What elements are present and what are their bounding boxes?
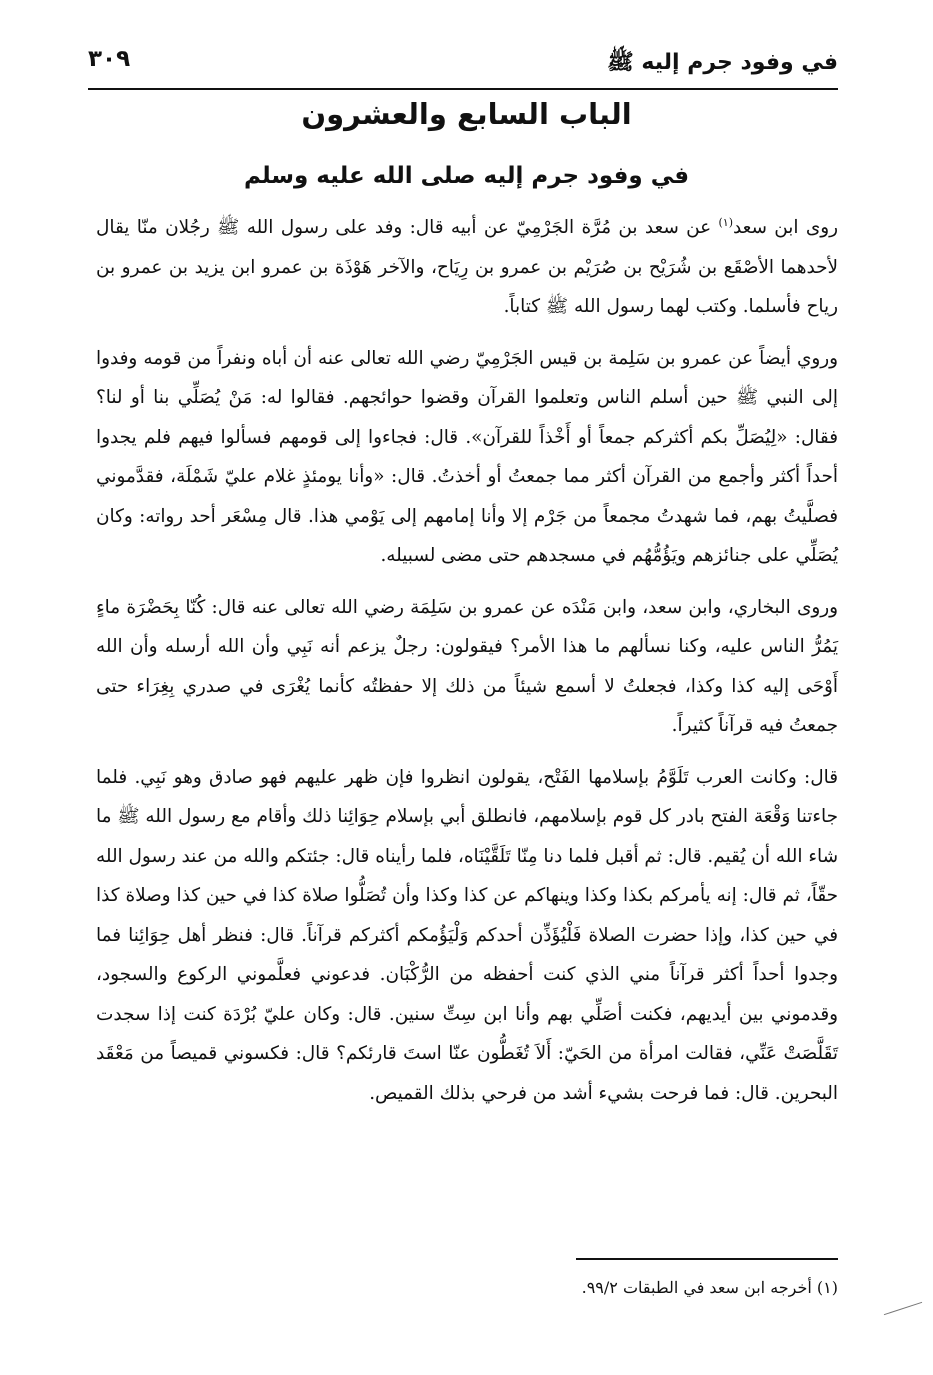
footnote-divider bbox=[576, 1258, 838, 1260]
footnote-reference[interactable]: (١) bbox=[718, 215, 733, 229]
footnote: (١) أخرجه ابن سعد في الطبقات ٩٩/٢. bbox=[581, 1278, 838, 1297]
paragraph-2: وروي أيضاً عن عمرو بن سَلِمة بن قيس الجَرْمِيّ رضي الله تعالى عنه أن أباه ونفراً من قومه وفدوا إلى النبي ﷺ حين أسلم الناس وتعلموا القرآن وقضوا حوائجهم. فقالوا له: مَنْ يُصَلِّي بنا أو لنا؟ فقال: «لِيُصَلِّ بكم أكثركم جمعاً أو أَخْذاً للقرآن». قال: فجاءوا إلى قومهم فسألوا فيهم فلم يجدوا أحداً أكثر وأجمع من القرآن أكثر مما جمعتُ أو أخذتُ. قال: «وأنا يومئذٍ غلام عليّ شَمْلَة، فقدَّموني فصلَّيتُ بهم، فما شهدتُ مجمعاً من جَرْم إلا وأنا إمامهم إلى يَوْمي هذا. قال مِسْعَر أحد رواته: وكان يُصَلِّي على جنائزهم ويَؤُمُّهُم في مسجدهم حتى مضى لسبيله. bbox=[96, 347, 838, 566]
paragraph-4: قال: وكانت العرب تَلَوَّمُ بإسلامها الفَتْح، يقولون انظروا فإن ظهر عليهم فهو صادق وهو نَبِي. فلما جاءتنا وَقْعَة الفتح بادر كل قوم بإسلامهم، فانطلق أبي بإسلام حِوَائِنا ذلك وأقام مع رسول الله ﷺ ما شاء الله أن يُقيم. قال: ثم أقبل فلما دنا مِنّا تَلَقَّيْنَاه، فلما رأيناه قال: جئتكم والله من عند رسول الله حقّاً، ثم قال: إنه يأمركم بكذا وكذا وينهاكم عن كذا وكذا وأن تُصَلُّوا صلاة كذا في حين كذا وصلاة كذا في حين كذا، وإذا حضرت الصلاة فَلْيُؤَذِّن أحدكم وَلْيَؤُمكم أكثركم قرآناً. قال: فنظر أهل حِوَائِنا فما وجدوا أحداً أكثر قرآناً مني الذي كنت أحفظه من الرُّكْبَان. فدعوني فعلَّموني الركوع والسجود، وقدموني بين أيديهم، فكنت أصَلِّي بهم وأنا ابن سِتِّ سنين. قال: وكان عليّ بُرْدَة كنت إذا سجدت تَقَلَّصَتْ عَنِّي، فقالت امرأة من الحَيّ: أَلاَ تُغَطُّون عنّا استَ قارئكم؟ قال: فكسوني قميصاً من مَعْقَد البحرين. قال: فما فرحت بشيء أشد من فرحي بذلك القميص. bbox=[96, 766, 838, 1104]
chapter-title: الباب السابع والعشرون bbox=[301, 97, 632, 131]
page-number: ٣٠٩ bbox=[88, 46, 131, 72]
paragraph-1-rest: عن سعد بن مُرَّة الجَرْمِيّ عن أبيه قال: وفد على رسول الله ﷺ رجُلان منّا يقال لأحدهما الأصْقَع بن شُرَيْح بن صُرَيْم بن عمرو بن رِيَاح، والآخر هَوْذَة بن عمرو ابن يزيد بن عمرو بن رياح فأسلما. وكتب لهما رسول الله ﷺ كتاباً. bbox=[96, 217, 838, 317]
running-header-title: في وفود جرم إليه ﷺ bbox=[607, 50, 838, 75]
body-text bbox=[96, 208, 838, 1125]
paragraph-1-start: روى ابن سعد bbox=[733, 217, 839, 238]
page-edge-mark bbox=[884, 1302, 922, 1315]
paragraph-3: وروى البخاري، وابن سعد، وابن مَنْدَه عن عمرو بن سَلِمَة رضي الله تعالى عنه قال: كُنّا بِحَضْرَة ماءٍ يَمُرُّ الناس عليه، وكنا نسألهم ما هذا الأمر؟ فيقولون: رجلٌ يزعم أنه نَبِي وأن الله أرسله وأن الله أَوْحَى إليه كذا وكذا، فجعلتُ لا أسمع شيئاً من ذلك إلا حفظتُه كأنما يُغْرَى في صدري بِغِرَاء حتى جمعتُ فيه قرآناً كثيراً. bbox=[96, 596, 838, 736]
chapter-subtitle: في وفود جرم إليه صلى الله عليه وسلم bbox=[243, 163, 690, 189]
running-header bbox=[88, 40, 838, 90]
paragraph-1 bbox=[96, 208, 838, 327]
